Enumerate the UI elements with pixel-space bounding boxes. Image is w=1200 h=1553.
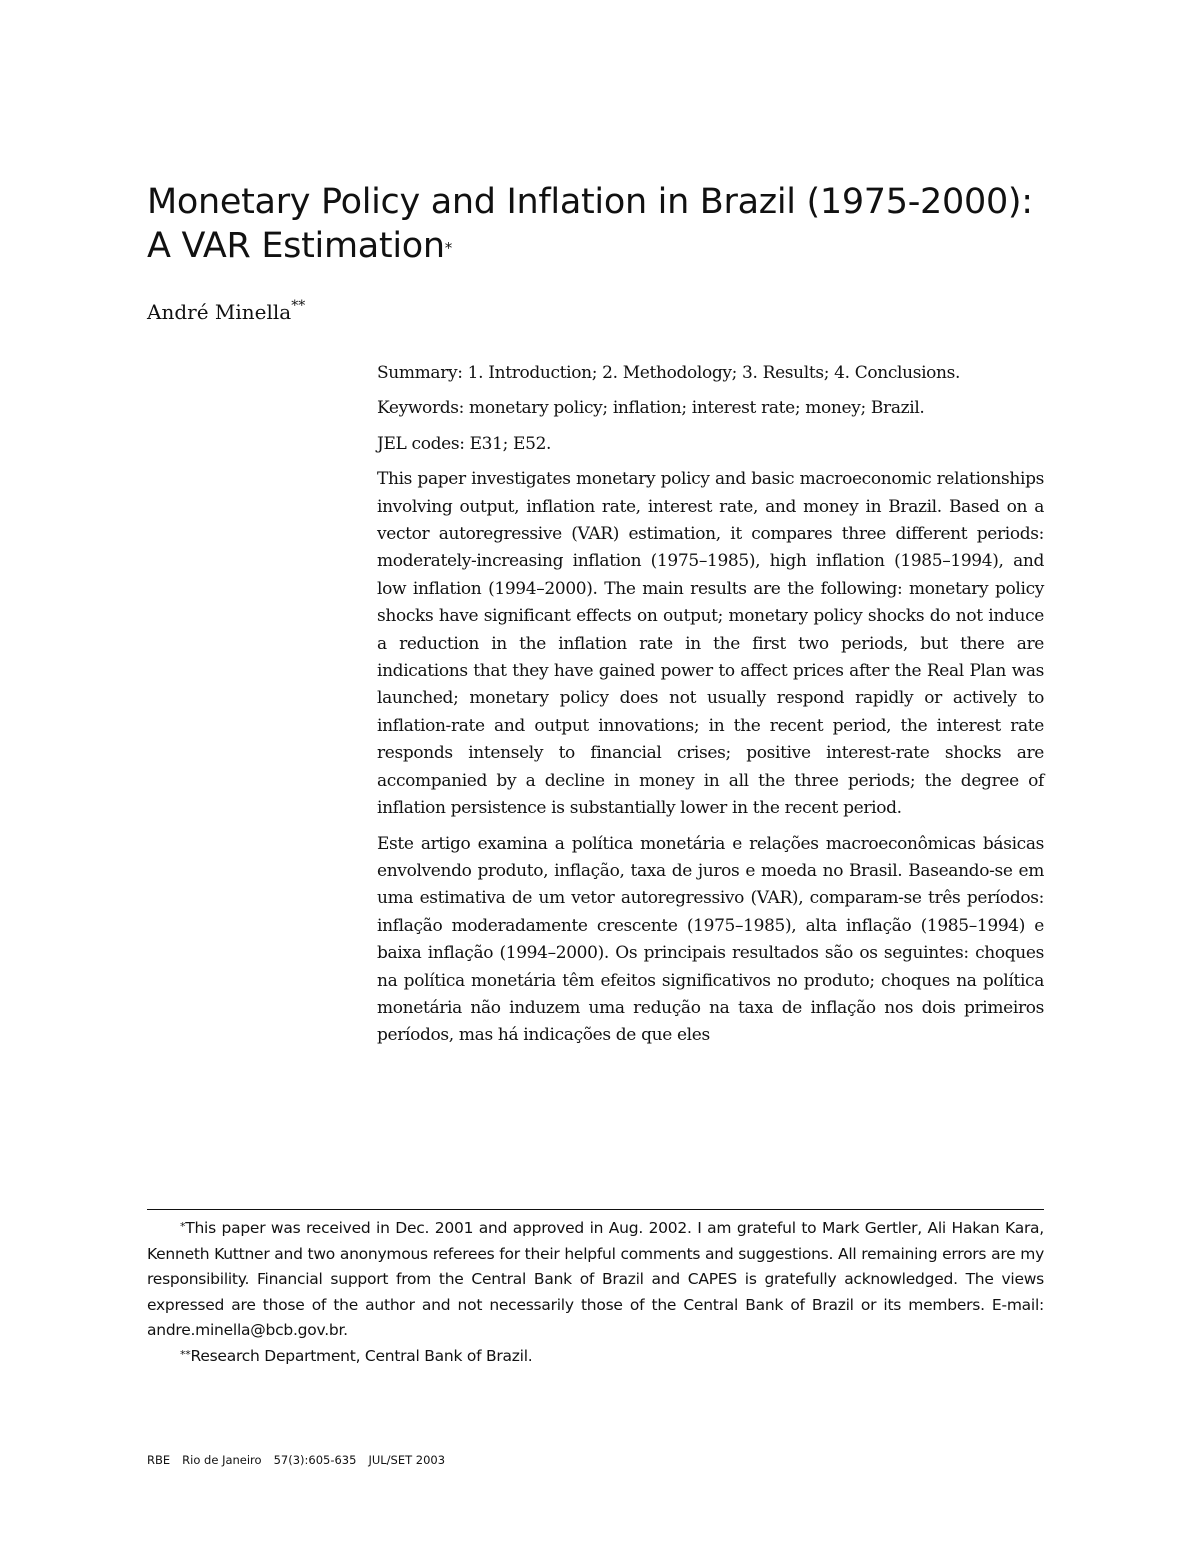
paper-title (147, 180, 1067, 268)
journal-place: Rio de Janeiro (182, 1453, 262, 1467)
footnote-item (147, 1344, 1044, 1370)
author-line (147, 298, 305, 326)
author-name: André Minella (147, 300, 292, 324)
footnote-marker: ** (180, 1347, 191, 1361)
footnote-marker: * (180, 1220, 186, 1233)
footnote-text: This paper was received in Dec. 2001 and approved in Aug. 2002. I am grateful to Mark Gertler, Ali Hakan Kara, Kenneth Kuttner and two anonymous referees for their helpful comments and suggestions. All remaining errors are my responsibility. Financial support from the Central Bank of Brazil and CAPES is gratefully acknowledged. The views expressed are those of the author and not necessarily those of the Central Bank of Brazil or its members. E-mail: andre.minella@bcb.gov.br. (147, 1219, 1044, 1339)
footnotes (147, 1216, 1044, 1369)
abstract-portuguese: Este artigo examina a política monetária e relações macroeconômicas básicas envolvendo produto, inflação, taxa de juros e moeda no Brasil. Baseando-se em uma estimativa de um vetor autoregressivo (VAR), comparam-se três períodos: inflação moderadamente crescente (1975–1985), alta inflação (1985–1994) e baixa inflação (1994–2000). Os principais resultados são os seguintes: choques na política monetária têm efeitos significativos no produto; choques na política monetária não induzem uma redução na taxa de inflação nos dois primeiros períodos, mas há indicações de que eles (377, 833, 1044, 1046)
abstract-english: This paper investigates monetary policy and basic macroeconomic relationships involving output, inflation rate, interest rate, and money in Brazil. Based on a vector autoregressive (VAR) estimation, it compares three different periods: moderately-increasing inflation (1975–1985), high inflation (1985–1994), and low inflation (1994–2000). The main results are the following: monetary policy shocks have significant effects on output; monetary policy shocks do not induce a reduction in the inflation rate in the first two periods, but there are indications that they have gained power to affect prices after the Real Plan was launched; monetary policy does not usually respond rapidly or actively to inflation-rate and output innovations; in the recent period, the interest rate responds intensely to financial crises; positive interest-rate shocks are accompanied by a decline in money in all the three periods; the degree of inflation persistence is substantially lower in the recent period. (377, 469, 1044, 819)
footnote-text: Research Department, Central Bank of Brazil. (190, 1346, 533, 1365)
paper-title-text: Monetary Policy and Inflation in Brazil (1975-2000): A VAR Estimation (147, 182, 1033, 266)
keywords-line: Keywords: monetary policy; inflation; interest rate; money; Brazil. (377, 398, 925, 419)
footnote-item (147, 1216, 1044, 1344)
jel-codes-line: JEL codes: E31; E52. (377, 433, 552, 454)
title-footnote-marker: * (444, 239, 452, 257)
running-foot (147, 1452, 457, 1468)
journal-name: RBE (147, 1453, 171, 1467)
abstract-block (377, 360, 1044, 1058)
author-footnote-marker: ** (291, 298, 306, 314)
journal-date: JUL/SET 2003 (368, 1453, 446, 1467)
footnote-rule (147, 1209, 1044, 1210)
journal-volume: 57(3):605-635 (273, 1453, 357, 1467)
summary-line: Summary: 1. Introduction; 2. Methodology; 3. Results; 4. Conclusions. (377, 363, 961, 383)
